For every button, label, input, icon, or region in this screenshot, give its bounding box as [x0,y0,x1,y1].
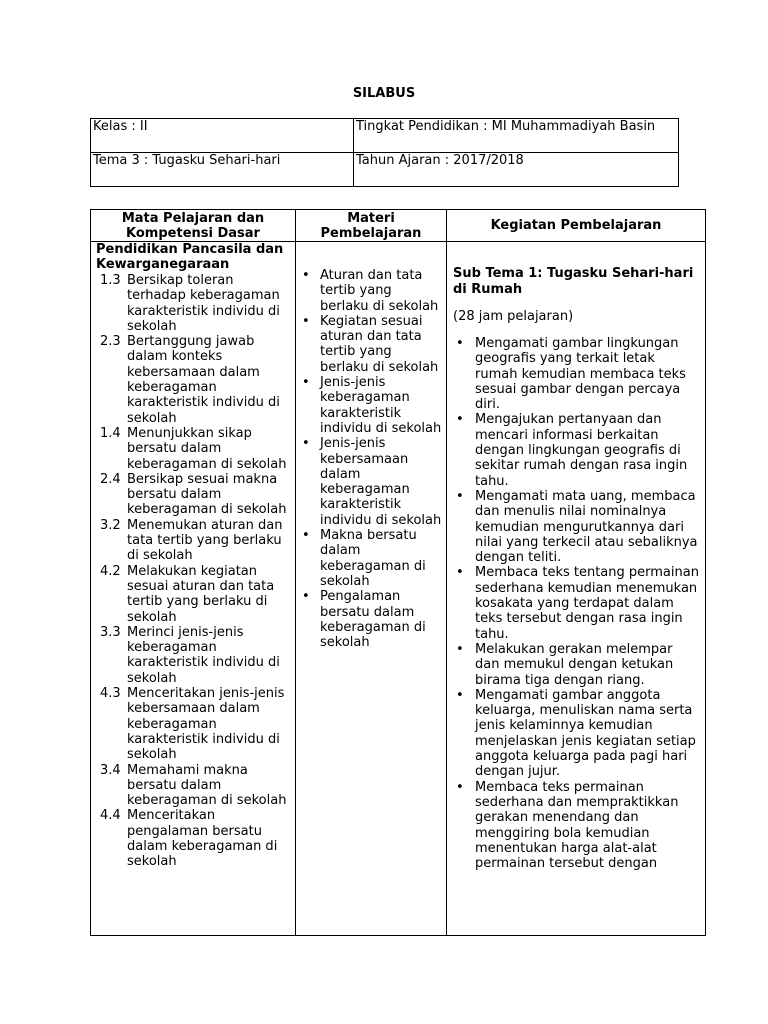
kd-number: 3.2 [100,517,121,533]
materi-item-text: Pengalaman bersatu dalam keberagaman di sekolah [320,589,426,651]
kegiatan-item [453,336,699,412]
kegiatan-item [453,412,699,488]
kegiatan-item [453,642,699,688]
kd-text: Menceritakan pengalaman bersatu dalam keberagaman di sekolah [127,808,278,870]
bullet-icon: • [302,375,310,391]
kegiatan-item [453,688,699,780]
kd-number: 4.3 [100,686,121,702]
kegiatan-item-text: Mengamati mata uang, membaca dan menulis nilai nominalnya kemudian mengurutkannya dari nilai yang terkecil atau sebaliknya dengan teliti. [475,488,698,566]
kompetensi-cell [91,242,296,936]
kd-text: Merinci jenis-jenis keberagaman karakteristik individu di sekolah [127,624,280,686]
kd-item [100,686,295,762]
bullet-icon: • [302,313,310,329]
materi-item-text: Jenis-jenis kebersamaan dalam keberagaman karakteristik individu di sekolah [320,436,442,528]
materi-item-text: Makna bersatu dalam keberagaman di sekolah [320,528,426,589]
kd-number: 3.3 [100,624,121,640]
subtema-title: Sub Tema 1: Tugasku Sehari-hari di Rumah [453,266,694,297]
kd-item [100,426,295,472]
bullet-icon: • [456,336,464,351]
bullet-icon: • [302,589,310,605]
kd-text: Bersikap sesuai makna bersatu dalam keberagaman di sekolah [127,471,287,518]
bullet-icon: • [456,412,464,428]
kd-item [100,334,295,426]
jam-pelajaran: (28 jam pelajaran) [453,309,574,324]
materi-item [300,375,442,436]
kegiatan-item-text: Melakukan gerakan melempar dan memukul dengan ketukan birama tiga dengan riang. [475,641,674,688]
kegiatan-item-text: Mengajukan pertanyaan dan mencari informasi berkaitan dengan lingkungan geografis di sekitar rumah dengan rasa ingin tahu. [475,412,688,489]
kd-number: 2.3 [100,334,121,350]
kompetensi-list [96,273,295,870]
materi-item-text: Jenis-jenis keberagaman karakteristik individu di sekolah [320,375,442,436]
materi-item [300,268,442,314]
kd-number: 2.4 [100,471,121,487]
kegiatan-list [453,336,699,871]
kd-text: Menunjukkan sikap bersatu dalam keberagaman di sekolah [127,425,287,472]
bullet-icon: • [302,436,310,452]
materi-item-text: Aturan dan tata tertib yang berlaku di sekolah [320,268,439,314]
kegiatan-item [453,489,699,565]
bullet-icon: • [302,268,310,283]
materi-cell [296,242,447,936]
kegiatan-cell [447,242,706,936]
bullet-icon: • [456,488,464,504]
subject-title: Pendidikan Pancasila dan Kewarganegaraan [96,242,284,272]
kd-item [100,518,295,564]
kd-text: Menemukan aturan dan tata tertib yang berlaku di sekolah [127,517,283,564]
kegiatan-item-text: Membaca teks tentang permainan sederhana kemudian menemukan kosakata yang terdapat dalam teks tersebut dengan rasa ingin tahu. [475,565,699,642]
materi-item [300,314,442,375]
materi-list [300,268,442,650]
bullet-icon: • [302,528,310,544]
kd-item [100,472,295,518]
tema-cell: Tema 3 : Tugasku Sehari-hari [91,153,354,187]
kd-text: Melakukan kegiatan sesuai aturan dan tata tertib yang berlaku di sekolah [127,563,275,625]
materi-item [300,528,442,589]
page-title: SILABUS [352,86,416,101]
kd-item [100,808,295,869]
kd-number: 4.2 [100,563,121,579]
kd-item [100,564,295,625]
kd-text: Bertanggung jawab dalam konteks kebersamaan dalam keberagaman karakteristik individu di sekolah [127,334,280,426]
kegiatan-item-text: Mengamati gambar anggota keluarga, menuliskan nama serta jenis kelaminnya kemudian menjelaskan jenis kegiatan setiap anggota keluarga pada pagi hari dengan jujur. [475,687,696,780]
kd-item [100,273,295,334]
kd-text: Bersikap toleran terhadap keberagaman karakteristik individu di sekolah [127,273,280,334]
materi-item-text: Kegiatan sesuai aturan dan tata tertib yang berlaku di sekolah [320,313,439,375]
kd-text: Memahami makna bersatu dalam keberagaman di sekolah [127,762,287,809]
bullet-icon: • [456,641,464,657]
kd-text: Menceritakan jenis-jenis kebersamaan dalam keberagaman karakteristik individu di sekolah [127,686,285,763]
materi-item [300,436,442,528]
header-kompetensi: Mata Pelajaran dan Kompetensi Dasar [91,210,296,242]
kd-item [100,625,295,686]
info-table [90,118,679,187]
tahun-ajaran-cell: Tahun Ajaran : 2017/2018 [354,153,679,187]
tingkat-pendidikan-cell: Tingkat Pendidikan : MI Muhammadiyah Basin [354,119,679,153]
kegiatan-item-text: Membaca teks permainan sederhana dan mempraktikkan gerakan menendang dan menggiring bola kemudian menentukan harga alat-alat permainan tersebut dengan [475,779,679,872]
kegiatan-item [453,780,699,872]
bullet-icon: • [456,779,464,795]
kegiatan-item [453,565,699,641]
syllabus-table [90,209,706,936]
kegiatan-item-text: Mengamati gambar lingkungan geografis yang terkait letak rumah kemudian membaca teks sesuai gambar dengan percaya diri. [475,336,686,413]
kd-number: 1.4 [100,425,121,441]
header-kegiatan: Kegiatan Pembelajaran [447,210,706,242]
header-materi: Materi Pembelajaran [296,210,447,242]
kd-number: 3.4 [100,762,121,778]
bullet-icon: • [456,565,464,581]
kd-number: 4.4 [100,808,121,824]
materi-item [300,589,442,650]
bullet-icon: • [456,687,464,703]
kd-item [100,763,295,809]
kd-number: 1.3 [100,273,121,288]
kelas-cell: Kelas : II [91,119,354,153]
